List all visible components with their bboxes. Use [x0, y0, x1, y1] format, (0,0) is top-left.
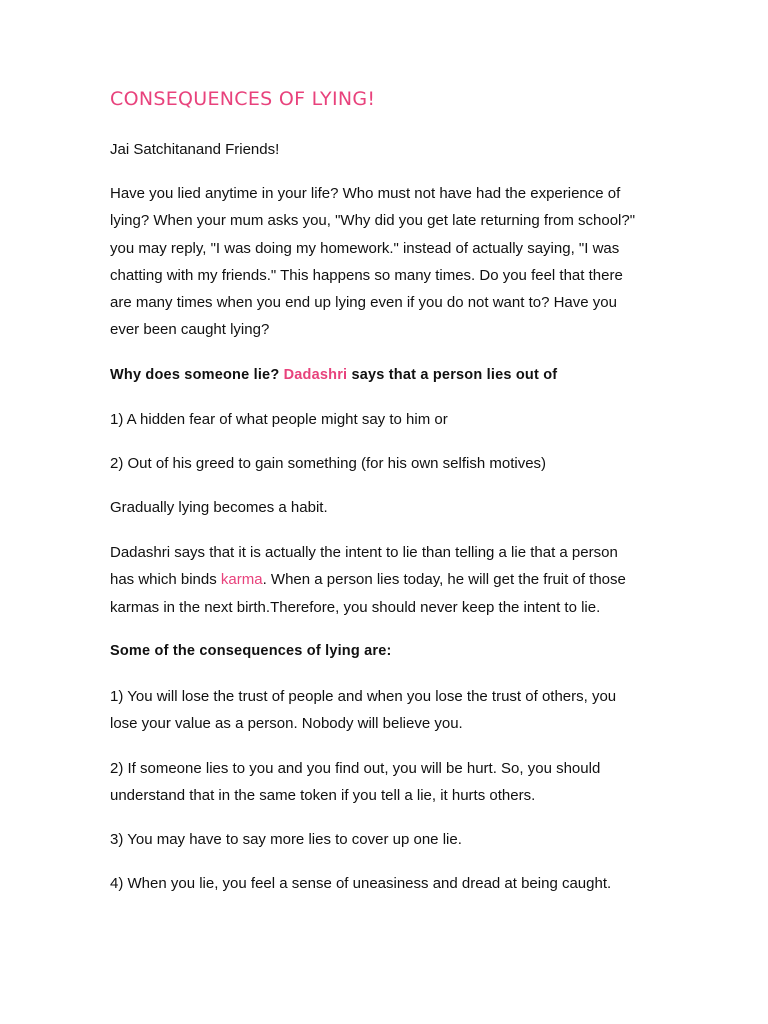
consequence-item — [110, 755, 655, 810]
why-heading-text: says that a person lies out of — [347, 367, 558, 383]
why-heading — [110, 362, 655, 389]
intent-line: Dadashri says that it is actually the intent to lie than telling a lie that a person — [110, 544, 618, 561]
intro-line: chatting with my friends." This happens so many times. Do you feel that there — [110, 266, 623, 284]
consequence-item: 3) You may have to say more lies to cover up one lie. — [110, 831, 462, 848]
greeting: Jai Satchitanand Friends! — [110, 141, 280, 158]
consequence-line: understand that in the same token if you tell a lie, it hurts others. — [110, 787, 536, 805]
why-heading-text: Why does someone lie? — [110, 367, 284, 383]
intent-line — [110, 566, 655, 593]
consequences-heading: Some of the consequences of lying are: — [110, 643, 392, 659]
consequence-item — [110, 683, 655, 738]
intro-line: you may reply, "I was doing my homework." instead of actually saying, "I was — [110, 239, 620, 257]
reason-item: 2) Out of his greed to gain something (for his own selfish motives) — [110, 455, 547, 472]
habit-text: Gradually lying becomes a habit. — [110, 499, 328, 516]
consequence-line: 2) If someone lies to you and you find out, you will be hurt. So, you should — [110, 760, 601, 777]
karma-link[interactable]: karma — [220, 571, 263, 589]
intro-paragraph — [110, 180, 655, 344]
intro-line: ever been caught lying? — [110, 321, 270, 339]
page-title: CONSEQUENCES OF LYING! — [110, 88, 376, 110]
intro-line: Have you lied anytime in your life? Who must not have had the experience of — [110, 185, 621, 202]
intent-line: karmas in the next birth.Therefore, you should never keep the intent to lie. — [110, 598, 601, 616]
consequence-line: lose your value as a person. Nobody will believe you. — [110, 715, 463, 733]
intent-paragraph — [110, 539, 655, 621]
intent-text: . When a person lies today, he will get the fruit of those — [262, 571, 626, 589]
consequence-line: 1) You will lose the trust of people and when you lose the trust of others, you — [110, 688, 617, 705]
reason-item: 1) A hidden fear of what people might say to him or — [110, 411, 448, 428]
consequence-item: 4) When you lie, you feel a sense of uneasiness and dread at being caught. — [110, 875, 612, 892]
intent-text: has which binds — [110, 571, 221, 589]
intro-line: lying? When your mum asks you, "Why did you get late returning from school?" — [110, 212, 636, 230]
dadashri-link[interactable]: Dadashri — [283, 367, 348, 383]
intro-line: are many times when you end up lying even if you do not want to? Have you — [110, 294, 617, 312]
